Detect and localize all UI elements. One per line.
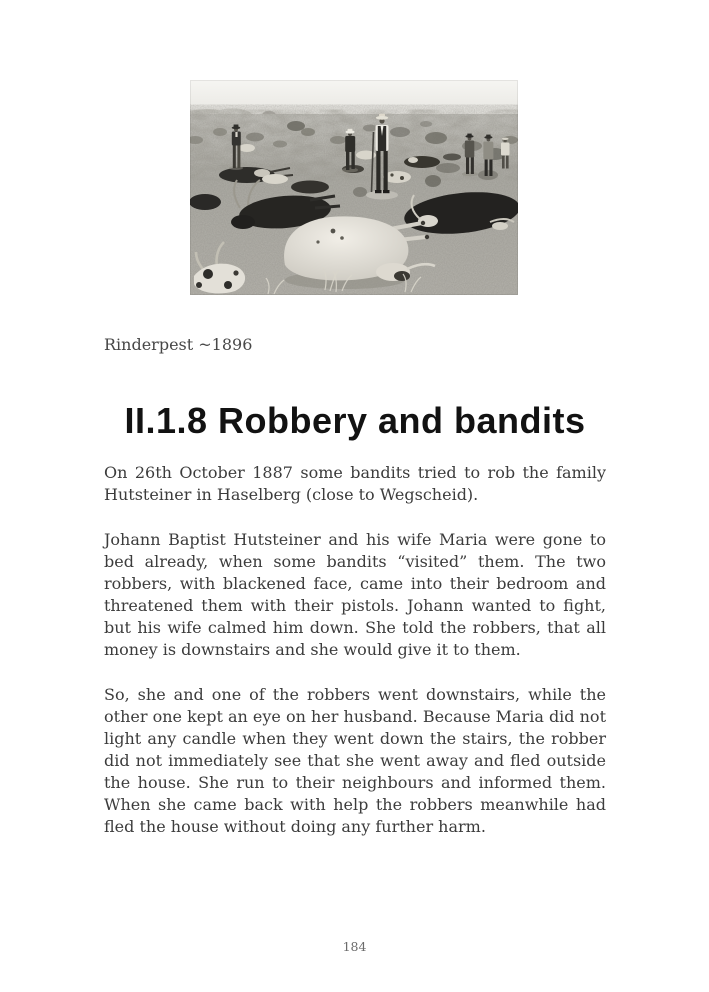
page-footer	[0, 939, 709, 954]
rinderpest-photo	[190, 80, 518, 295]
body-paragraph: On 26th October 1887 some bandits tried to rob the family Hutsteiner in Haselberg (close to Wegscheid).	[104, 463, 606, 504]
section-heading: II.1.8 Robbery and bandits	[124, 400, 586, 441]
figure-caption: Rinderpest ~1896	[104, 335, 253, 354]
body-paragraph: So, she and one of the robbers went downstairs, while the other one kept an eye on her husband. Because Maria did not light any candle when they went down the stairs, the robber did not immediately see that she went away and fled outside the house. She run to their neighbours and informed them. When she came back with help the robbers meanwhile had fled the house without doing any further harm.	[104, 685, 606, 836]
body-text	[104, 462, 606, 861]
body-paragraph: Johann Baptist Hutsteiner and his wife Maria were gone to bed already, when some bandits “visited” them. The two robbers, with blackened face, came into their bedroom and threatened them with their pistols. Johann wanted to fight, but his wife calmed him down. She told the robbers, that all money is downstairs and she would give it to them.	[104, 530, 606, 659]
page-number: 184	[342, 939, 367, 954]
figure-rinderpest	[190, 80, 518, 295]
